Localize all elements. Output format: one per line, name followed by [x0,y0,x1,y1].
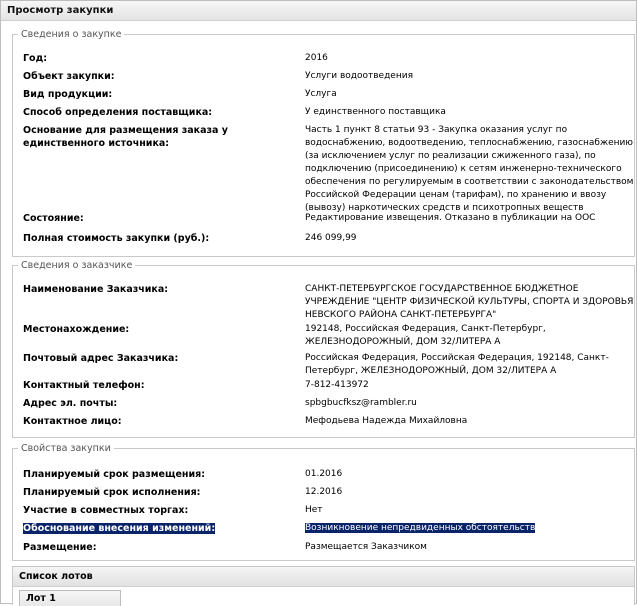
total-cost-label: Полная стоимость закупки (руб.): [23,233,210,244]
status-value: Редактирование извещения. Отказано в публикации на ООС [305,213,596,223]
supplier-method-value: У единственного поставщика [305,107,446,117]
purchase-info-section [12,29,635,257]
change-reason-value-text: Возникновение непредвиденных обстоятельств [305,523,536,533]
product-type-label: Вид продукции: [23,89,113,100]
window-title: Просмотр закупки [1,1,636,21]
year-label: Год: [23,53,48,64]
purchase-properties-section [12,443,635,561]
phone-value: 7-812-413972 [305,380,369,390]
change-reason-value [305,522,635,535]
contact-person-label: Контактное лицо: [23,416,122,427]
supplier-method-label: Способ определения поставщика: [23,107,213,118]
placement-term-value: 01.2016 [305,469,343,479]
customer-info-legend: Сведения о заказчике [21,260,133,271]
email-label: Адрес эл. почты: [23,398,118,409]
change-reason-label [23,522,283,535]
change-reason-label-text: Обоснование внесения изменений: [23,523,216,534]
purchase-object-label: Объект закупки: [23,71,115,82]
status-label: Состояние: [23,213,84,224]
contact-person-value: Мефодьева Надежда Михайловна [305,416,468,426]
single-source-basis-value: Часть 1 пункт 8 статьи 93 - Закупка оказания услуг по водоснабжению, водоотведению, теплоснабжению, газоснабжению (за исключением услуг по реализации сжиженного газа), по подключению (присоединению) к сетям инженерно-технического обеспечения по регулируемым в соответствии с законодательством Российской Федерации ценам (тарифам), по хранению и ввозу (вывозу) наркотических средств и психотропных веществ [305,125,634,213]
purchase-object-value: Услуги водоотведения [305,71,413,81]
email-value: spbgbucfksz@rambler.ru [305,398,417,408]
joint-tender-label: Участие в совместных торгах: [23,505,189,516]
total-cost-value: 246 099,99 [305,233,357,243]
purchase-properties-legend: Свойства закупки [21,443,111,454]
lots-panel [12,566,635,605]
purchase-info-legend: Сведения о закупке [21,29,122,40]
single-source-basis-label: Основание для размещения заказа у единственного источника: [23,125,228,149]
customer-name-label: Наименование Заказчика: [23,284,169,295]
year-value: 2016 [305,53,328,63]
lots-panel-header: Список лотов [13,567,634,587]
placement-label: Размещение: [23,542,97,553]
tab-lot-1[interactable]: Лот 1 [19,590,121,606]
execution-term-label: Планируемый срок исполнения: [23,487,201,498]
customer-name-value: САНКТ-ПЕТЕРБУРГСКОЕ ГОСУДАРСТВЕННОЕ БЮДЖЕТНОЕ УЧРЕЖДЕНИЕ "ЦЕНТР ФИЗИЧЕСКОЙ КУЛЬТУРЫ, СПОРТА И ЗДОРОВЬЯ НЕВСКОГО РАЙОНА САНКТ-ПЕТЕРБУРГА" [305,284,634,320]
phone-label: Контактный телефон: [23,380,145,391]
joint-tender-value: Нет [305,505,323,515]
customer-info-section [12,260,635,438]
placement-value: Размещается Заказчиком [305,542,427,552]
location-value: 192148, Российская Федерация, Санкт-Петербург, ЖЕЛЕЗНОДОРОЖНЫЙ, ДОМ 32/ЛИТЕРА А [305,324,546,347]
postal-address-label: Почтовый адрес Заказчика: [23,353,179,364]
product-type-value: Услуга [305,89,337,99]
location-label: Местонахождение: [23,324,130,335]
postal-address-value: Российская Федерация, Российская Федерация, 192148, Санкт-Петербург, ЖЕЛЕЗНОДОРОЖНЫЙ, ДОМ 32/ЛИТЕРА А [305,353,609,376]
execution-term-value: 12.2016 [305,487,343,497]
placement-term-label: Планируемый срок размещения: [23,469,206,480]
